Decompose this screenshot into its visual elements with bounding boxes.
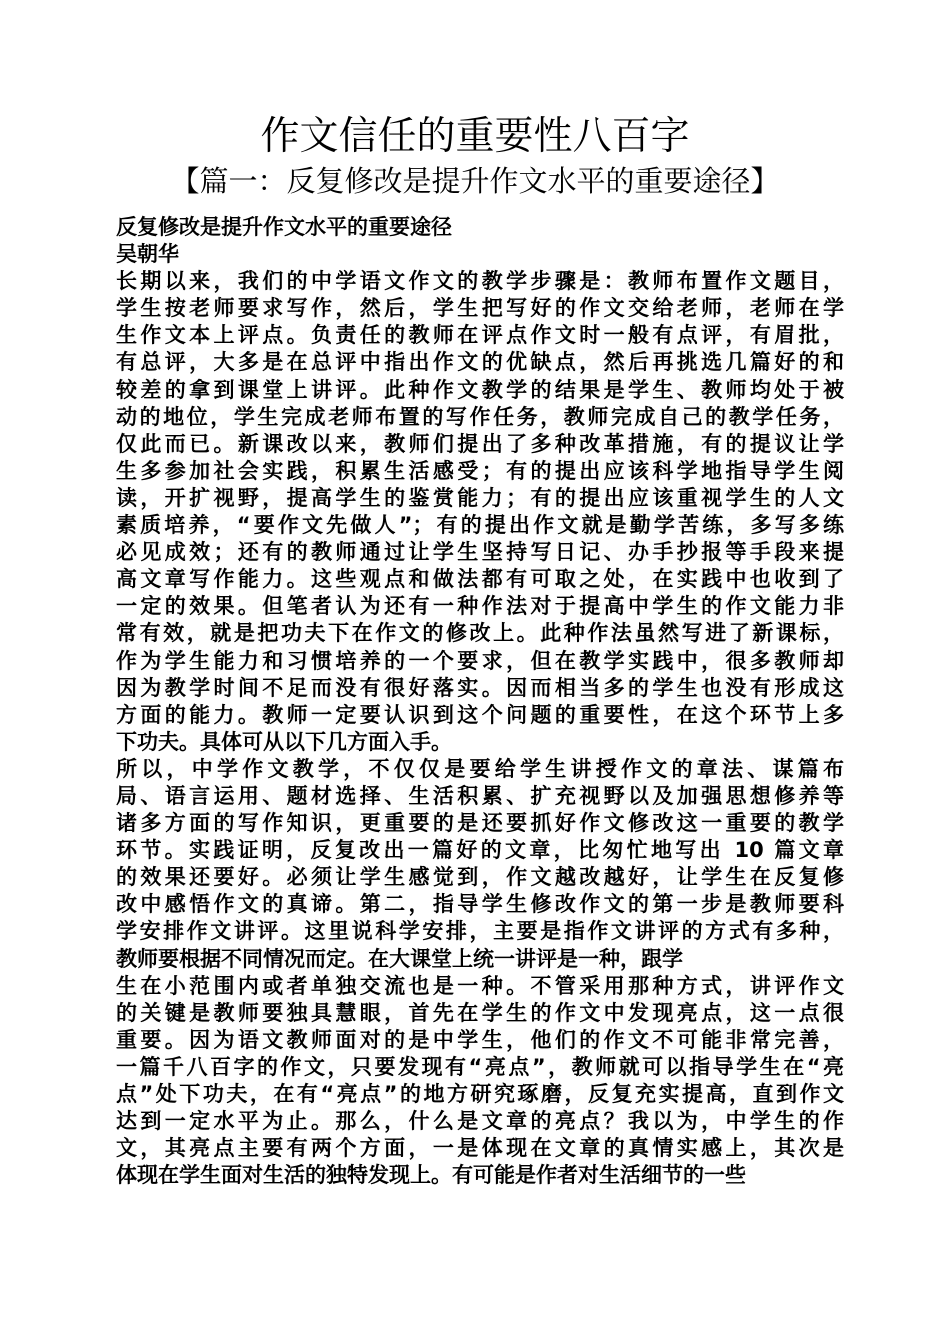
article-line: 长期以来，我们的中学语文作文的教学步骤是：教师布置作文题目，	[116, 269, 844, 294]
article-line: 生在小范围内或者单独交流也是一种。不管采用那种方式，讲评作文	[116, 973, 844, 998]
article-line: 读，开扩视野，提高学生的鉴赏能力；有的提出应该重视学生的人文	[116, 485, 844, 510]
article-line: 下功夫。具体可从以下几方面入手。	[116, 729, 452, 754]
article-line: 生多参加社会实践，积累生活感受；有的提出应该科学地指导学生阅	[116, 458, 844, 483]
article-line: 高文章写作能力。这些观点和做法都有可取之处，在实践中也收到了	[116, 567, 844, 592]
article-line: 诸多方面的写作知识，更重要的是还要抓好作文修改这一重要的教学	[116, 811, 844, 836]
article-author: 吴朝华	[116, 242, 179, 267]
article-line: 一篇千八百字的作文，只要发现有“亮点”，教师就可以指导学生在“亮	[116, 1054, 844, 1079]
article-line: 生作文本上评点。负责任的教师在评点作文时一般有点评，有眉批，	[116, 323, 844, 348]
article-line: 仅此而已。新课改以来，教师们提出了多种改革措施，有的提议让学	[116, 431, 844, 456]
article-line: 局、语言运用、题材选择、生活积累、扩充视野以及加强思想修养等	[116, 783, 844, 808]
article-body	[116, 214, 844, 1189]
article-line: 文，其亮点主要有两个方面，一是体现在文章的真情实感上，其次是	[116, 1136, 844, 1161]
article-line: 的关键是教师要独具慧眼，首先在学生的作文中发现亮点，这一点很	[116, 1000, 844, 1025]
article-line: 体现在学生面对生活的独特发现上。有可能是作者对生活细节的一些	[116, 1163, 746, 1188]
article-line: 的效果还要好。必须让学生感觉到，作文越改越好，让学生在反复修	[116, 865, 844, 890]
document-title: 作文信任的重要性八百字	[260, 114, 690, 159]
article-heading: 反复修改是提升作文水平的重要途径	[116, 215, 452, 239]
article-line: 学生按老师要求写作，然后，学生把写好的作文交给老师，老师在学	[116, 296, 844, 321]
article-line: 较差的拿到课堂上讲评。此种作文教学的结果是学生、教师均处于被	[116, 377, 844, 402]
article-line: 环节。实践证明，反复改出一篇好的文章，比匆忙地写出 10 篇文章	[116, 838, 844, 863]
article-line: 必见成效；还有的教师通过让学生坚持写日记、办手抄报等手段来提	[116, 540, 844, 565]
document-subtitle: 【篇一：反复修改是提升作文水平的重要途径】	[170, 164, 780, 198]
article-line: 常有效，就是把功夫下在作文的修改上。此种作法虽然写进了新课标，	[116, 621, 844, 646]
article-line: 达到一定水平为止。那么，什么是文章的亮点？我以为，中学生的作	[116, 1109, 844, 1134]
article-line: 方面的能力。教师一定要认识到这个问题的重要性，在这个环节上多	[116, 702, 844, 727]
article-line: 所以，中学作文教学，不仅仅是要给学生讲授作文的章法、谋篇布	[116, 756, 844, 781]
article-line: 重要。因为语文教师面对的是中学生，他们的作文不可能非常完善，	[116, 1027, 844, 1052]
article-line: 改中感悟作文的真谛。第二，指导学生修改作文的第一步是教师要科	[116, 892, 844, 917]
article-line: 素质培养，“要作文先做人”；有的提出作文就是勤学苦练，多写多练	[116, 513, 844, 538]
article-line: 学安排作文讲评。这里说科学安排，主要是指作文讲评的方式有多种，	[116, 919, 844, 944]
article-line: 一定的效果。但笔者认为还有一种作法对于提高中学生的作文能力非	[116, 594, 844, 619]
article-line: 点”处下功夫，在有“亮点”的地方研究琢磨，反复充实提高，直到作文	[116, 1082, 844, 1106]
article-line: 作为学生能力和习惯培养的一个要求，但在教学实践中，很多教师却	[116, 648, 844, 673]
article-line: 教师要根据不同情况而定。在大课堂上统一讲评是一种，跟学	[116, 946, 683, 971]
article-line: 有总评，大多是在总评中指出作文的优缺点，然后再挑选几篇好的和	[116, 350, 844, 375]
article-line: 动的地位，学生完成老师布置的写作任务，教师完成自己的教学任务，	[116, 404, 844, 429]
article-line: 因为教学时间不足而没有很好落实。因而相当多的学生也没有形成这	[116, 675, 844, 700]
